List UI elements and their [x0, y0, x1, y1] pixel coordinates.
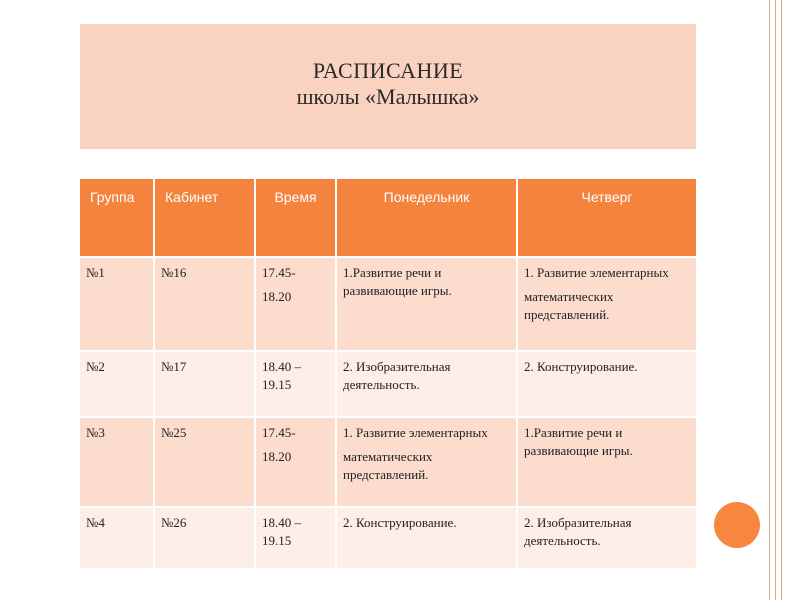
- cell-room: №17: [154, 351, 255, 417]
- lesson-text: 1. Развитие элементарных: [524, 265, 669, 280]
- header-group: Группа: [80, 179, 154, 257]
- table-row: [80, 257, 696, 351]
- table-row: [80, 507, 696, 568]
- lesson-text: 2. Конструирование.: [343, 515, 457, 530]
- lesson-text: 1.Развитие речи и развивающие игры.: [524, 425, 633, 458]
- frame-line: [781, 0, 782, 600]
- lesson-text: 2. Изобразительная деятельность.: [343, 359, 451, 392]
- lesson-text: 1. Развитие элементарных: [343, 425, 488, 440]
- cell-monday: [336, 351, 517, 417]
- cell-monday: [336, 507, 517, 568]
- time-start: 17.45-: [262, 265, 296, 280]
- header-time: Время: [255, 179, 336, 257]
- table-row: [80, 417, 696, 507]
- lesson-text: математических представлений.: [343, 449, 433, 482]
- time-range: 18.40 – 19.15: [262, 359, 301, 392]
- lesson-text: математических представлений.: [524, 289, 614, 322]
- cell-thursday: [517, 257, 696, 351]
- cell-time: [255, 507, 336, 568]
- title-banner: [80, 24, 696, 149]
- cell-room: №16: [154, 257, 255, 351]
- cell-group: №4: [80, 507, 154, 568]
- page-subtitle: школы «Малышка»: [296, 83, 480, 109]
- lesson-text: 2. Изобразительная деятельность.: [524, 515, 632, 548]
- schedule-table: [80, 179, 696, 568]
- cell-thursday: [517, 417, 696, 507]
- lesson-text: 2. Конструирование.: [524, 359, 638, 374]
- decorative-circle: [714, 502, 760, 548]
- frame-line: [775, 0, 776, 600]
- header-monday: Понедельник: [336, 179, 517, 257]
- time-range: 18.40 – 19.15: [262, 515, 301, 548]
- page-title: РАСПИСАНИЕ: [312, 57, 464, 83]
- table-row: [80, 351, 696, 417]
- cell-group: №1: [80, 257, 154, 351]
- cell-monday: [336, 257, 517, 351]
- time-end: 18.20: [262, 289, 292, 304]
- lesson-text: 1.Развитие речи и развивающие игры.: [343, 265, 452, 298]
- cell-room: №26: [154, 507, 255, 568]
- header-room: Кабинет: [154, 179, 255, 257]
- cell-room: №25: [154, 417, 255, 507]
- cell-monday: [336, 417, 517, 507]
- cell-group: №2: [80, 351, 154, 417]
- frame-line: [769, 0, 770, 600]
- cell-time: [255, 257, 336, 351]
- cell-group: №3: [80, 417, 154, 507]
- header-thursday: Четверг: [517, 179, 696, 257]
- table-header-row: [80, 179, 696, 257]
- cell-time: [255, 351, 336, 417]
- cell-thursday: [517, 351, 696, 417]
- cell-thursday: [517, 507, 696, 568]
- time-start: 17.45-: [262, 425, 296, 440]
- time-end: 18.20: [262, 449, 292, 464]
- cell-time: [255, 417, 336, 507]
